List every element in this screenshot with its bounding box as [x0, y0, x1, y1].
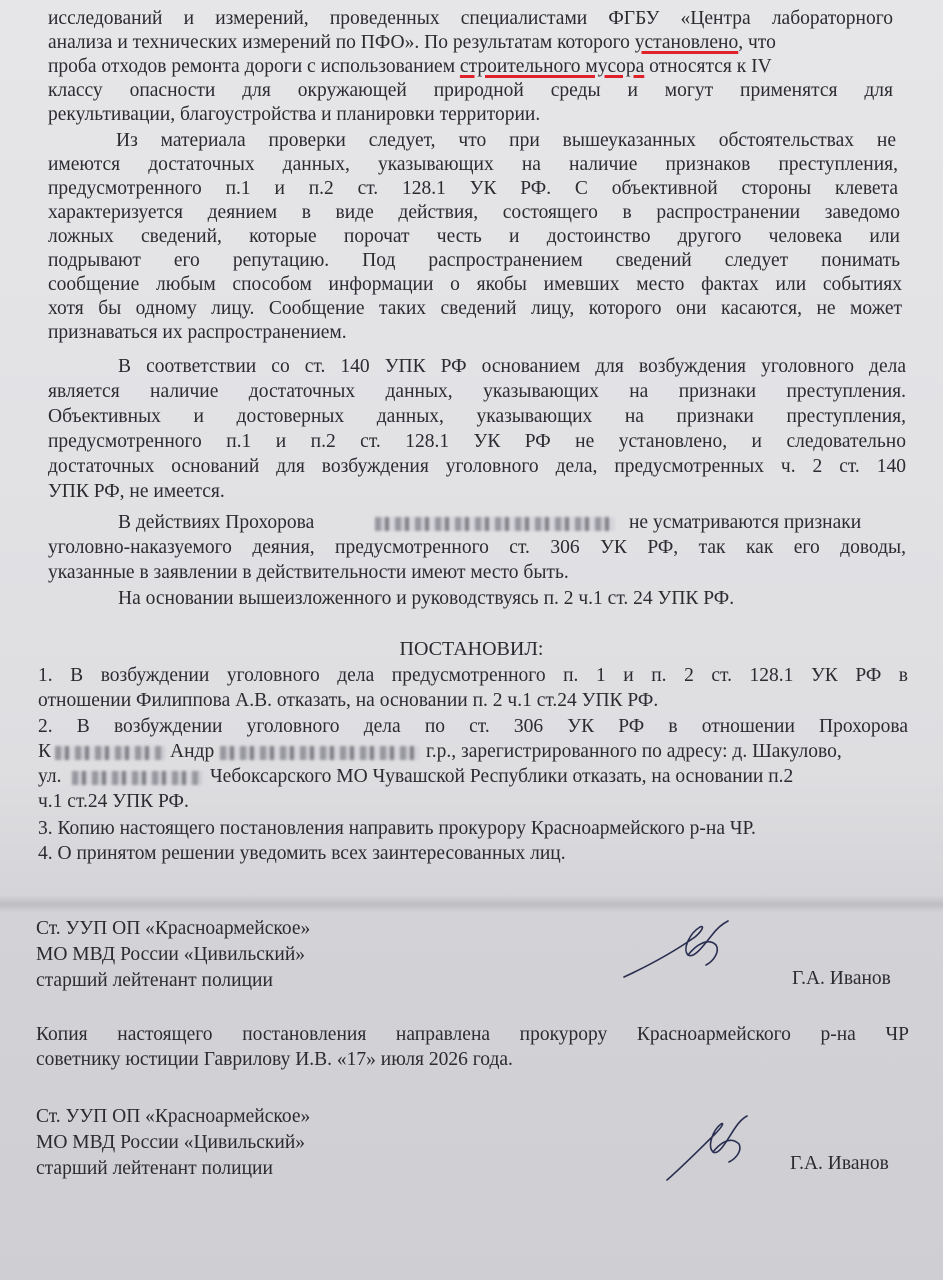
resolution-item: Чебоксарского МО Чувашской Республики отказать, на основании п.2	[210, 766, 794, 787]
body-line: является наличие достаточных данных, указывающих на признаки преступления.	[48, 381, 906, 402]
body-line: указанные в заявлении в действительности имеют место быть.	[48, 562, 569, 583]
body-line: Из материала проверки следует, что при вышеуказанных обстоятельствах не	[116, 130, 896, 151]
officer-name: Г.А. Иванов	[792, 968, 891, 989]
officer-department: МО МВД России «Цивильский»	[36, 944, 306, 965]
signature-1	[620, 915, 750, 985]
body-line: подрывают его репутацию. Под распространением сведений следует понимать	[48, 250, 900, 271]
body-line: В соответствии со ст. 140 УПК РФ основанием для возбуждения уголовного дела	[118, 356, 906, 377]
officer-title: Ст. УУП ОП «Красноармейское»	[36, 1106, 311, 1127]
body-line: анализа и технических измерений по ПФО». По результатам которого установлено, что	[48, 32, 776, 53]
officer-rank: старший лейтенант полиции	[36, 970, 273, 991]
resolution-item: отношении Филиппова А.В. отказать, на основании п. 2 ч.1 ст.24 УПК РФ.	[38, 690, 659, 711]
body-line: проба отходов ремонта дороги с использованием строительного мусора относятся к IV	[48, 56, 772, 77]
body-line: рекультивации, благоустройства и планировки территории.	[48, 104, 541, 125]
resolution-item: г.р., зарегистрированного по адресу: д. Шакулово,	[426, 741, 842, 762]
resolution-item: 4. О принятом решении уведомить всех заинтересованных лиц.	[38, 843, 566, 864]
redacted-name	[375, 517, 615, 531]
officer-rank: старший лейтенант полиции	[36, 1158, 273, 1179]
resolution-item: ул.	[38, 766, 62, 787]
body-line: не усматриваются признаки	[629, 512, 862, 533]
officer-title: Ст. УУП ОП «Красноармейское»	[36, 918, 311, 939]
officer-department: МО МВД России «Цивильский»	[36, 1132, 306, 1153]
body-line: ложных сведений, которые порочат честь и достоинство другого человека или	[48, 226, 900, 247]
resolution-item: 1. В возбуждении уголовного дела предусмотренного п. 1 и п. 2 ст. 128.1 УК РФ в	[38, 665, 908, 686]
body-line: характеризуется деянием в виде действия, состоящего в распространении заведомо	[48, 202, 900, 223]
redacted-address	[72, 771, 202, 785]
body-line: достаточных оснований для возбуждения уголовного дела, предусмотренных ч. 2 ст. 140	[48, 456, 906, 477]
resolution-item: Андр	[170, 741, 215, 762]
signature-2	[665, 1110, 765, 1185]
body-line: УПК РФ, не имеется.	[48, 481, 225, 502]
body-line: хотя бы одному лицу. Сообщение таких сведений лицу, которого они касаются, не может	[48, 298, 902, 319]
redacted-name	[55, 746, 165, 760]
body-line: На основании вышеизложенного и руководствуясь п. 2 ч.1 ст. 24 УПК РФ.	[118, 588, 735, 609]
body-line: предусмотренного п.1 и п.2 ст. 128.1 УК РФ не установлено, и следовательно	[48, 431, 906, 452]
body-line: исследований и измерений, проведенных специалистами ФГБУ «Центра лабораторного	[48, 8, 893, 29]
resolution-item: ч.1 ст.24 УПК РФ.	[38, 791, 189, 812]
paper-fold	[0, 895, 943, 913]
body-line: В действиях Прохорова	[118, 512, 315, 533]
body-line: предусмотренного п.1 и п.2 ст. 128.1 УК РФ. С объективной стороны клевета	[48, 178, 898, 199]
resolution-heading: ПОСТАНОВИЛ:	[399, 638, 544, 660]
redacted-date	[220, 746, 420, 760]
resolution-item: К	[38, 741, 52, 762]
body-line: признаваться их распространением.	[48, 322, 347, 343]
body-line: классу опасности для окружающей природной среды и могут применятся для	[48, 80, 893, 101]
underlined-word: установлено	[634, 32, 739, 53]
copy-note: советнику юстиции Гаврилову И.В. «17» июля 2026 года.	[36, 1049, 513, 1070]
resolution-item: 2. В возбуждении уголовного дела по ст. 306 УК РФ в отношении Прохорова	[38, 716, 908, 737]
underlined-phrase: строительного мусора	[459, 56, 645, 77]
body-line: сообщение любым способом информации о якобы имевших место фактах или событиях	[48, 274, 902, 295]
body-line: уголовно-наказуемого деяния, предусмотренного ст. 306 УК РФ, так как его доводы,	[48, 537, 906, 558]
copy-note: Копия настоящего постановления направлена прокурору Красноармейского р-на ЧР	[36, 1024, 909, 1045]
resolution-item: 3. Копию настоящего постановления направить прокурору Красноармейского р-на ЧР.	[38, 818, 756, 839]
body-line: имеются достаточных данных, указывающих на наличие признаков преступления,	[48, 154, 898, 175]
body-line: Объективных и достоверных данных, указывающих на признаки преступления,	[48, 406, 906, 427]
officer-name: Г.А. Иванов	[790, 1153, 889, 1174]
